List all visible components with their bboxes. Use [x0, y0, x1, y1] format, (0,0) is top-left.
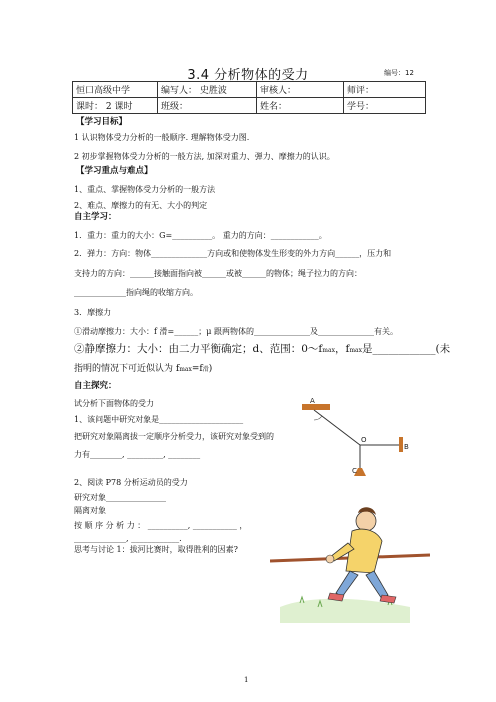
- name-cell: 姓名：: [257, 98, 344, 114]
- question-1: 1、该问题中研究对象是_____________________: [74, 415, 244, 424]
- question-2-object: 研究对象_______________: [74, 493, 166, 502]
- static-friction-text: ，f: [334, 343, 350, 355]
- subscript: 滑: [202, 366, 209, 373]
- page-number: 1: [244, 676, 249, 684]
- header-row: [73, 82, 426, 98]
- label-A: A: [310, 398, 315, 405]
- question-2: 2、阅读 P78 分析运动员的受力: [74, 478, 188, 487]
- teacher-comment-cell: 师评：: [344, 82, 426, 98]
- static-friction-text: ②静摩擦力：大小：由二力平衡确定；d、范围：0～f: [74, 343, 323, 355]
- elastic-force-line: 2．弹力：方向：物体______________方向或和使物体发生形变的外力方向______，压力和: [74, 249, 392, 258]
- tug-of-war-illustration: [270, 483, 430, 623]
- focus-item: 1、重点、掌握物体受力分析的一般方法: [74, 185, 216, 194]
- athlete-shirt: [346, 529, 382, 573]
- friction-heading: 3．摩擦力: [74, 308, 112, 317]
- hanging-weight-diagram: [282, 398, 412, 480]
- goal-item: 1 认识物体受力分析的一般顺序. 理解物体受力图.: [74, 133, 250, 142]
- support-force-line: 支持力的方向：______接触面指向被______或被______的物体；绳子拉力的方向：: [74, 269, 362, 278]
- goal-item: 2 初步掌握物体受力分析的一般方法, 加深对重力、弹力、摩擦力的认识。: [74, 152, 335, 161]
- discussion-question: 思考与讨论 1：拔河比赛时，取得胜利的因素?: [74, 545, 238, 554]
- question-2-isolate: 隔离对象: [74, 506, 106, 515]
- school-cell: 恒口高级中学: [73, 82, 158, 98]
- class-cell: 班级：: [158, 98, 257, 114]
- angle-arc: [314, 416, 322, 420]
- athlete-leg-back: [366, 571, 388, 599]
- static-friction-note: [74, 364, 212, 375]
- header-row: [73, 98, 426, 114]
- label-B: B: [404, 443, 409, 451]
- goals-heading: 【学习目标】: [76, 117, 128, 127]
- note-text: ): [208, 364, 213, 374]
- explore-heading: 自主探究：: [74, 381, 117, 391]
- header-table: [72, 81, 426, 114]
- athlete-hand: [326, 555, 334, 563]
- period-cell: 课时： 2 课时: [73, 98, 158, 114]
- question-1-forces: 力有________, _________, ________: [74, 450, 201, 459]
- gravity-line: 1．重力：重力的大小：G=__________。 重力的方向：____________。: [74, 231, 327, 240]
- focus-heading: 【学习重点与难点】: [76, 166, 153, 176]
- wall-mount: [399, 437, 403, 452]
- label-C: C: [352, 467, 357, 475]
- explore-intro: 试分析下面物体的受力: [74, 399, 154, 408]
- subscript: max: [179, 366, 192, 373]
- subscript: max: [322, 347, 335, 354]
- athlete-leg-front: [336, 571, 358, 597]
- reviewer-cell: 审核人：: [257, 82, 344, 98]
- athlete-head: [356, 511, 376, 531]
- self-study-heading: 自主学习：: [74, 212, 117, 222]
- sliding-friction-line: ①滑动摩擦力：大小：f 滑=______；μ 跟两物体的______________及______________有关。: [74, 327, 398, 336]
- document-number: 编号：12: [384, 69, 414, 77]
- question-1-instruction: 把研究对象隔离拔一定顺序分析受力，该研究对象受到的: [74, 432, 274, 441]
- author-cell: 编写人： 史胜波: [158, 82, 257, 98]
- athlete-shoe-back: [380, 595, 396, 603]
- note-text: =f: [191, 364, 203, 374]
- label-O: O: [361, 436, 367, 444]
- rope-AO: [314, 410, 360, 445]
- static-friction-text: 是____________(未: [362, 343, 451, 355]
- rope-tension-line: _____________指向绳的收缩方向。: [74, 288, 198, 297]
- subscript: max: [349, 347, 362, 354]
- question-2-order: 按 顺 序 分 析 力 ： __________, ___________ ，: [74, 521, 248, 530]
- question-2-forces: _____________, ____________.: [74, 534, 182, 543]
- page-title: 3.4 分析物体的受力: [187, 68, 309, 83]
- focus-item: 2、难点、摩擦力的有无、大小的判定: [74, 201, 208, 210]
- student-id-cell: 学号：: [344, 98, 426, 114]
- ceiling-mount: [302, 404, 330, 410]
- note-text: 指明的情况下可近似认为 f: [74, 364, 180, 374]
- static-friction-line: [74, 344, 450, 356]
